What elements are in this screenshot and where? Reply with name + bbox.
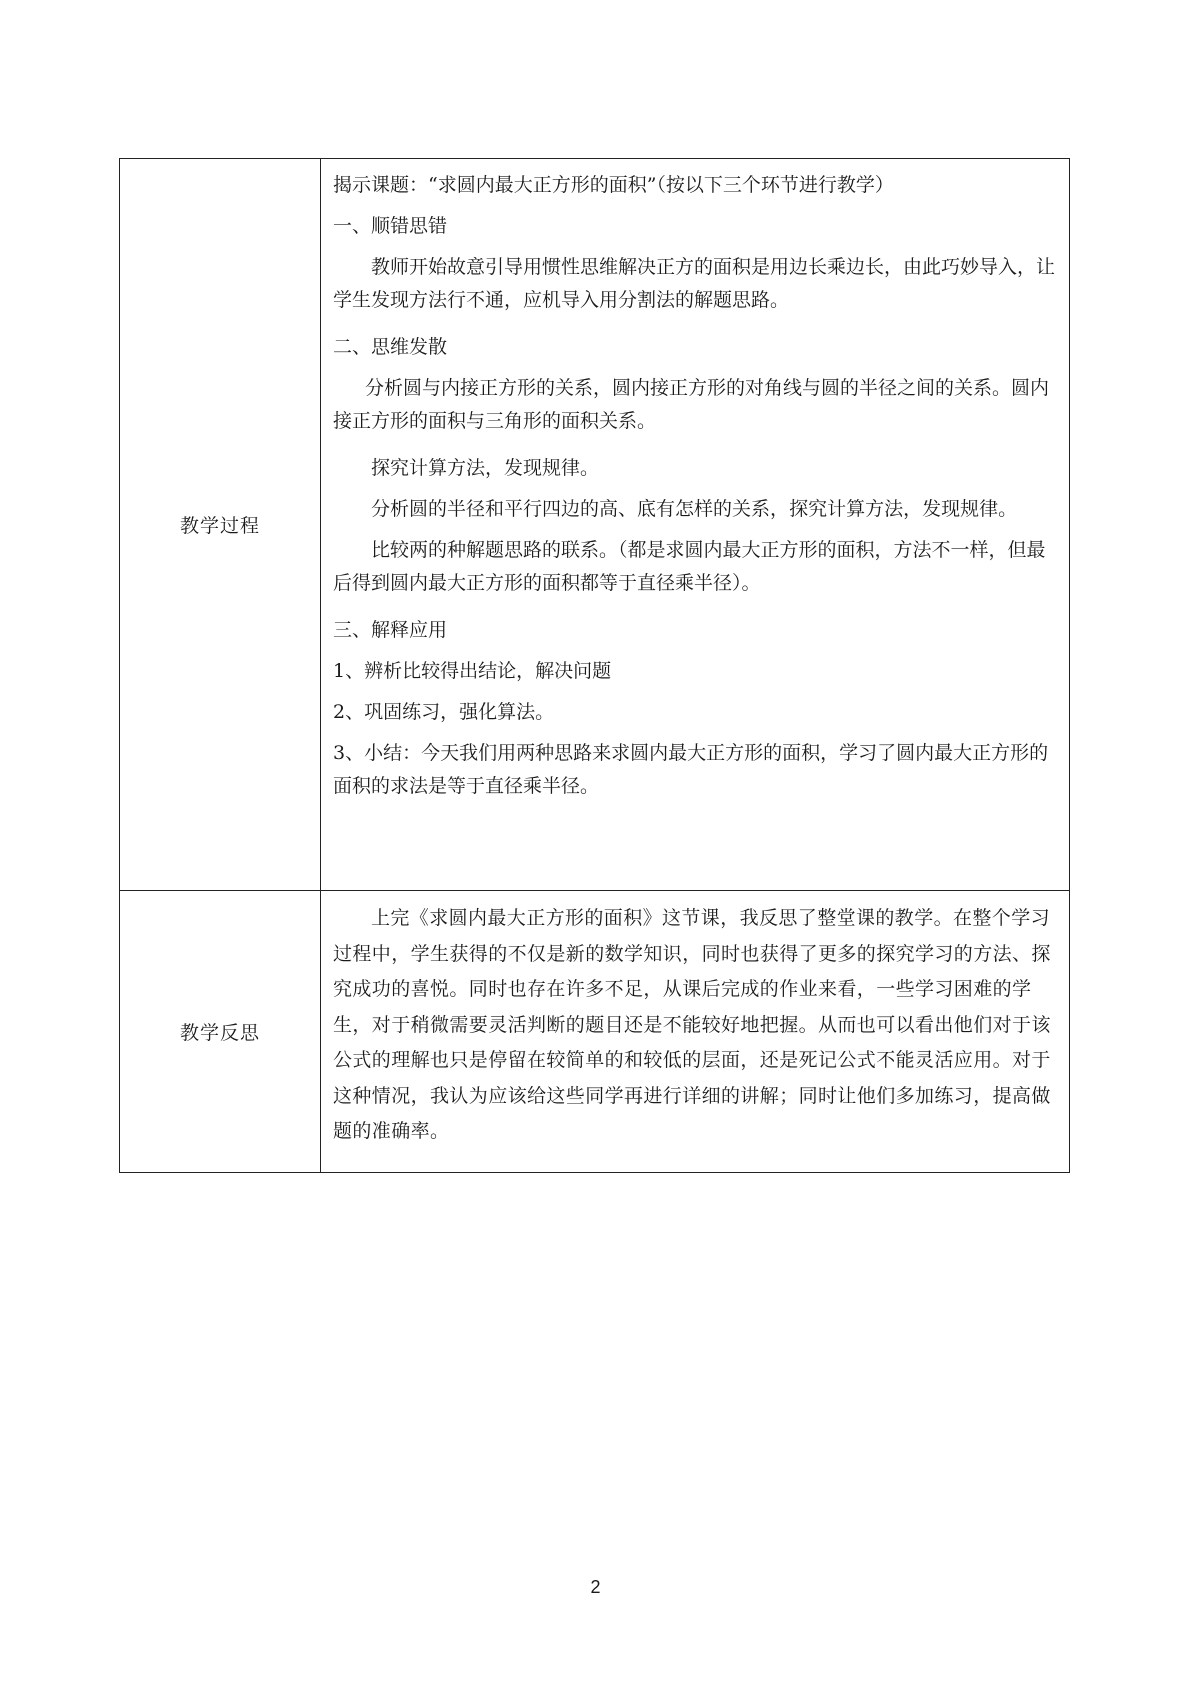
section-2-body-text: 分析圆与内接正方形的关系，圆内接正方形的对角线与圆的半径之间的关系。圆内接正方形的面积与三角形 [333, 377, 1050, 432]
analysis-text-b: 怎样的关 [675, 498, 752, 520]
analysis-text-a: 分析圆的半径和平行四边的高、底 [371, 498, 657, 520]
section-3-item-2: 2、巩固练习，强化算法。 [333, 701, 555, 723]
analysis-emphasis-2: 系， [751, 498, 790, 520]
section-2-body-emphasis: 的面积 [542, 410, 600, 432]
explore-line: 探究计算方法，发现规律。 [371, 457, 600, 479]
reflection-body: 上完《求圆内最大正方形的面积》这节课，我反思了整堂课的教学。在整个学习过程中，学生获得的不仅是新的数学知识，同时也获得了更多的探究学习的方法、探究成功的喜悦。同时也存在许多不足，从课后完成的作业来看，一些学习困难的学生，对于稍微需要灵活判断的题目还是不能较好地把握。从而也可以看出他们对于该公式的理解也只是停留在较简单的和较低的层面，还是死记公式不能灵活应用。对于这种情况，我认为应该给这些同学再进行详细的讲解；同时让他们多加练习，提高做题的准确率。 [333, 907, 1051, 1142]
section-2-body-end: 系。 [618, 410, 657, 432]
teaching-reflection-row [120, 891, 1070, 1173]
page-number: 2 [590, 1577, 601, 1597]
compare-line: 比较两的种解题思路的联系。（都是求圆内最大正方形的面积，方法不一样，但最后得到圆内最大正方形的面积都等于直径乘半径）。 [333, 539, 1046, 594]
teaching-process-row [120, 159, 1070, 891]
section-2-body-mid: 关 [599, 410, 619, 432]
section-3-heading: 三、解释应用 [333, 619, 448, 641]
lesson-plan-table [119, 158, 1070, 1173]
teaching-process-label: 教学过程 [120, 159, 321, 891]
lesson-topic: 揭示课题：“求圆内最大正方形的面积”（按以下三个环节进行教学） [333, 174, 894, 196]
item-1-number: 1、 [333, 660, 365, 682]
analysis-text-c: 探究计算方法，发现规律。 [789, 498, 1018, 520]
teaching-process-content [321, 159, 1070, 891]
analysis-emphasis-1: 有 [656, 498, 676, 520]
item-1-text: 较得出结论，解决问题 [421, 660, 612, 682]
section-2-body [333, 372, 1057, 438]
section-3-item-3: 3、小结：今天我们用两种思路来求圆内最大正方形的面积，学习了圆内最大正方形的面积的求法是等于直径乘半径。 [333, 742, 1049, 797]
section-2-heading: 二、思维发散 [333, 336, 448, 358]
section-1-heading: 一、顺错思错 [333, 215, 448, 237]
teaching-reflection-content [321, 891, 1070, 1173]
teaching-reflection-label: 教学反思 [120, 891, 321, 1173]
item-1-emphasis: 辨析比 [364, 660, 422, 682]
section-3-item-1 [333, 655, 1057, 688]
analysis-line [333, 493, 1057, 526]
section-1-body: 教师开始故意引导用惯性思维解决正方的面积是用边长乘边长，由此巧妙导入，让学生发现方法行不通，应机导入用分割法的解题思路。 [333, 256, 1056, 311]
